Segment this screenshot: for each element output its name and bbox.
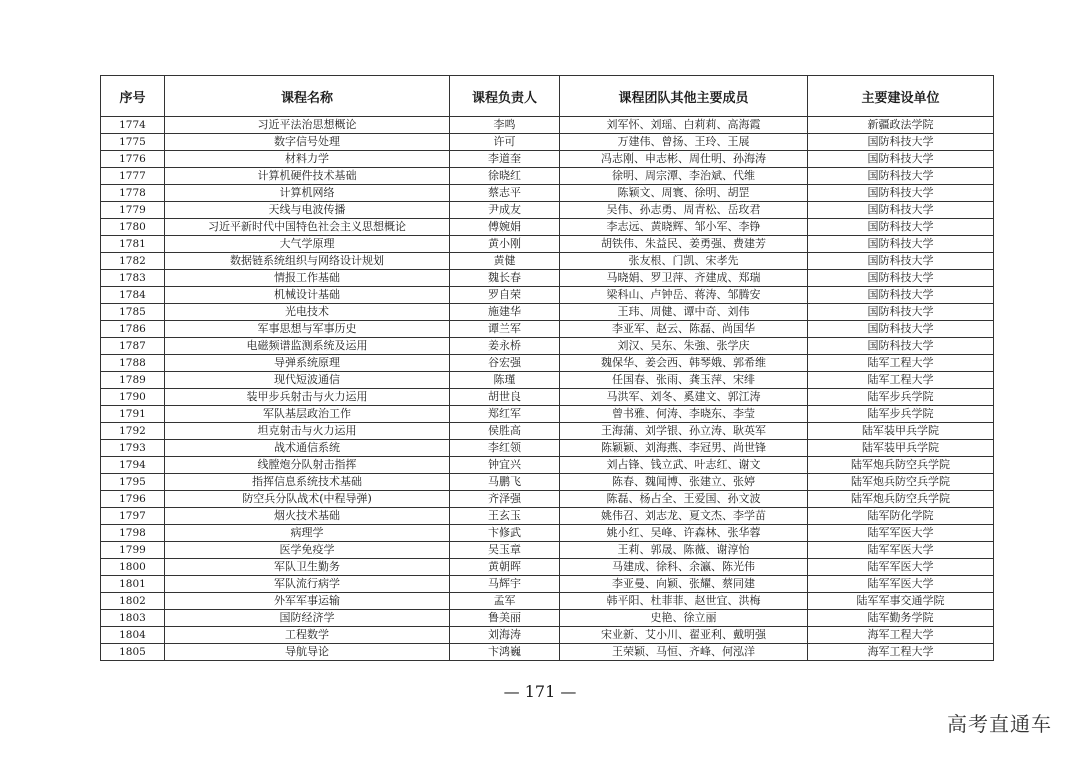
col-header-institution: 主要建设单位: [808, 76, 994, 117]
cell-course-lead: 黄朝晖: [450, 559, 560, 576]
cell-index: 1776: [101, 151, 165, 168]
table-row: [101, 644, 994, 661]
cell-institution: 陆军军事交通学院: [808, 593, 994, 610]
cell-course-lead: 魏长春: [450, 270, 560, 287]
table-row: [101, 576, 994, 593]
cell-index: 1791: [101, 406, 165, 423]
cell-index: 1797: [101, 508, 165, 525]
cell-team-members: 宋业新、艾小川、翟亚利、戴明强: [560, 627, 808, 644]
col-header-course-name: 课程名称: [165, 76, 450, 117]
cell-course-lead: 姜永桥: [450, 338, 560, 355]
cell-institution: 国防科技大学: [808, 168, 994, 185]
cell-index: 1780: [101, 219, 165, 236]
table-row: [101, 355, 994, 372]
cell-team-members: 吴伟、孙志勇、周青松、岳玫君: [560, 202, 808, 219]
cell-course-lead: 孟军: [450, 593, 560, 610]
cell-team-members: 王玮、周健、谭中奇、刘伟: [560, 304, 808, 321]
cell-institution: 国防科技大学: [808, 338, 994, 355]
cell-index: 1782: [101, 253, 165, 270]
cell-course-lead: 马鹏飞: [450, 474, 560, 491]
course-table: [100, 75, 994, 661]
table-row: [101, 253, 994, 270]
cell-institution: 国防科技大学: [808, 304, 994, 321]
cell-institution: 陆军工程大学: [808, 372, 994, 389]
col-header-course-lead: 课程负责人: [450, 76, 560, 117]
cell-course-lead: 李红领: [450, 440, 560, 457]
table-row: [101, 491, 994, 508]
table-header-row: [101, 76, 994, 117]
cell-institution: 陆军工程大学: [808, 355, 994, 372]
cell-institution: 海军工程大学: [808, 644, 994, 661]
table-row: [101, 389, 994, 406]
cell-course-lead: 刘海涛: [450, 627, 560, 644]
cell-institution: 国防科技大学: [808, 151, 994, 168]
cell-index: 1800: [101, 559, 165, 576]
cell-team-members: 韩平阳、杜菲菲、赵世宜、洪梅: [560, 593, 808, 610]
table-row: [101, 406, 994, 423]
cell-team-members: 姚伟召、刘志龙、夏文杰、李学苗: [560, 508, 808, 525]
cell-index: 1774: [101, 117, 165, 134]
cell-index: 1778: [101, 185, 165, 202]
cell-index: 1775: [101, 134, 165, 151]
table-row: [101, 219, 994, 236]
cell-index: 1803: [101, 610, 165, 627]
cell-team-members: 胡铁伟、朱益民、姜勇强、费建芳: [560, 236, 808, 253]
table-row: [101, 236, 994, 253]
cell-institution: 陆军军医大学: [808, 559, 994, 576]
col-header-index: 序号: [101, 76, 165, 117]
cell-course-name: 医学免疫学: [165, 542, 450, 559]
cell-course-name: 情报工作基础: [165, 270, 450, 287]
cell-index: 1788: [101, 355, 165, 372]
cell-team-members: 曾书雅、何涛、李晓东、李莹: [560, 406, 808, 423]
cell-team-members: 刘汉、吴东、朱強、张学庆: [560, 338, 808, 355]
cell-institution: 国防科技大学: [808, 253, 994, 270]
cell-course-name: 材料力学: [165, 151, 450, 168]
cell-institution: 陆军军医大学: [808, 542, 994, 559]
cell-team-members: 王荣颖、马恒、齐峰、何泓洋: [560, 644, 808, 661]
cell-course-lead: 谭兰军: [450, 321, 560, 338]
cell-team-members: 李志远、黄晓辉、邹小军、李铮: [560, 219, 808, 236]
cell-course-lead: 马辉宇: [450, 576, 560, 593]
cell-index: 1777: [101, 168, 165, 185]
cell-course-lead: 李道奎: [450, 151, 560, 168]
cell-institution: 国防科技大学: [808, 270, 994, 287]
cell-institution: 国防科技大学: [808, 134, 994, 151]
cell-team-members: 陈春、魏闻博、张建立、张婷: [560, 474, 808, 491]
cell-team-members: 陈磊、杨占全、王爱国、孙文波: [560, 491, 808, 508]
cell-course-lead: 谷宏强: [450, 355, 560, 372]
cell-institution: 陆军炮兵防空兵学院: [808, 491, 994, 508]
cell-team-members: 陈颖颖、刘海燕、李冠男、尚世锋: [560, 440, 808, 457]
cell-institution: 陆军装甲兵学院: [808, 440, 994, 457]
cell-course-name: 军队卫生勤务: [165, 559, 450, 576]
cell-index: 1804: [101, 627, 165, 644]
cell-course-name: 天线与电波传播: [165, 202, 450, 219]
table-row: [101, 525, 994, 542]
cell-institution: 国防科技大学: [808, 236, 994, 253]
cell-course-name: 机械设计基础: [165, 287, 450, 304]
cell-team-members: 任国春、张雨、龚玉萍、宋绯: [560, 372, 808, 389]
cell-team-members: 李亚军、赵云、陈磊、尚国华: [560, 321, 808, 338]
cell-team-members: 马洪军、刘冬、奚建文、郭江涛: [560, 389, 808, 406]
cell-institution: 陆军军医大学: [808, 576, 994, 593]
cell-course-lead: 王玄玉: [450, 508, 560, 525]
table-row: [101, 117, 994, 134]
cell-institution: 国防科技大学: [808, 202, 994, 219]
table-row: [101, 287, 994, 304]
cell-team-members: 万建伟、曾扬、王玲、王展: [560, 134, 808, 151]
cell-team-members: 徐明、周宗潭、李治斌、代维: [560, 168, 808, 185]
cell-course-lead: 尹成友: [450, 202, 560, 219]
cell-course-lead: 卞鸿巍: [450, 644, 560, 661]
cell-course-lead: 罗自荣: [450, 287, 560, 304]
cell-institution: 陆军军医大学: [808, 525, 994, 542]
table-row: [101, 593, 994, 610]
cell-institution: 陆军炮兵防空兵学院: [808, 457, 994, 474]
cell-index: 1790: [101, 389, 165, 406]
table-row: [101, 202, 994, 219]
cell-course-lead: 黄小刚: [450, 236, 560, 253]
cell-course-name: 光电技术: [165, 304, 450, 321]
cell-institution: 国防科技大学: [808, 185, 994, 202]
cell-team-members: 李亚曼、向颖、张耀、蔡同建: [560, 576, 808, 593]
col-header-team-members: 课程团队其他主要成员: [560, 76, 808, 117]
cell-team-members: 马晓娟、罗卫萍、齐建成、郑瑞: [560, 270, 808, 287]
cell-course-name: 外军军事运输: [165, 593, 450, 610]
cell-course-name: 战术通信系统: [165, 440, 450, 457]
cell-course-lead: 许可: [450, 134, 560, 151]
table-row: [101, 440, 994, 457]
table-row: [101, 474, 994, 491]
table-row: [101, 304, 994, 321]
table-row: [101, 423, 994, 440]
page-number: — 171 —: [503, 682, 577, 701]
cell-course-lead: 施建华: [450, 304, 560, 321]
cell-team-members: 王莉、郭晟、陈薇、谢淳怡: [560, 542, 808, 559]
cell-index: 1802: [101, 593, 165, 610]
cell-team-members: 冯志刚、申志彬、周仕明、孙海涛: [560, 151, 808, 168]
cell-course-name: 装甲步兵射击与火力运用: [165, 389, 450, 406]
cell-course-name: 线膛炮分队射击指挥: [165, 457, 450, 474]
cell-course-name: 习近平新时代中国特色社会主义思想概论: [165, 219, 450, 236]
table-row: [101, 457, 994, 474]
cell-institution: 陆军步兵学院: [808, 389, 994, 406]
cell-team-members: 陈颖文、周寰、徐明、胡罡: [560, 185, 808, 202]
cell-index: 1789: [101, 372, 165, 389]
cell-index: 1784: [101, 287, 165, 304]
cell-course-name: 数据链系统组织与网络设计规划: [165, 253, 450, 270]
cell-index: 1795: [101, 474, 165, 491]
table-row: [101, 508, 994, 525]
cell-institution: 国防科技大学: [808, 287, 994, 304]
cell-institution: 陆军步兵学院: [808, 406, 994, 423]
table-row: [101, 542, 994, 559]
cell-index: 1805: [101, 644, 165, 661]
cell-team-members: 马建成、徐科、余瀛、陈光伟: [560, 559, 808, 576]
cell-team-members: 姚小红、吴峰、许森林、张华蓉: [560, 525, 808, 542]
cell-index: 1794: [101, 457, 165, 474]
cell-institution: 海军工程大学: [808, 627, 994, 644]
cell-index: 1796: [101, 491, 165, 508]
cell-index: 1781: [101, 236, 165, 253]
cell-course-lead: 陈瑾: [450, 372, 560, 389]
cell-index: 1785: [101, 304, 165, 321]
table-row: [101, 321, 994, 338]
cell-index: 1783: [101, 270, 165, 287]
cell-institution: 陆军装甲兵学院: [808, 423, 994, 440]
cell-course-name: 现代短波通信: [165, 372, 450, 389]
cell-team-members: 张友根、门凯、宋孝先: [560, 253, 808, 270]
cell-course-lead: 钟宜兴: [450, 457, 560, 474]
cell-course-name: 工程数学: [165, 627, 450, 644]
cell-course-name: 防空兵分队战术(中程导弹): [165, 491, 450, 508]
cell-course-name: 计算机硬件技术基础: [165, 168, 450, 185]
cell-course-name: 导航导论: [165, 644, 450, 661]
table-row: [101, 372, 994, 389]
cell-team-members: 魏保华、姜会西、韩琴娥、郭希维: [560, 355, 808, 372]
cell-course-lead: 黄健: [450, 253, 560, 270]
cell-course-lead: 李鸣: [450, 117, 560, 134]
table-row: [101, 627, 994, 644]
cell-team-members: 史艳、徐立丽: [560, 610, 808, 627]
cell-course-name: 大气学原理: [165, 236, 450, 253]
cell-institution: 陆军防化学院: [808, 508, 994, 525]
cell-course-lead: 吴玉章: [450, 542, 560, 559]
table-row: [101, 610, 994, 627]
cell-course-lead: 齐泽强: [450, 491, 560, 508]
watermark-text: 高考直通车: [947, 712, 1052, 736]
cell-course-lead: 郑红军: [450, 406, 560, 423]
cell-course-name: 指挥信息系统技术基础: [165, 474, 450, 491]
cell-course-name: 军事思想与军事历史: [165, 321, 450, 338]
cell-institution: 国防科技大学: [808, 219, 994, 236]
cell-course-name: 病理学: [165, 525, 450, 542]
cell-course-lead: 傅婉娟: [450, 219, 560, 236]
table-row: [101, 134, 994, 151]
cell-course-name: 计算机网络: [165, 185, 450, 202]
cell-index: 1787: [101, 338, 165, 355]
cell-course-lead: 蔡志平: [450, 185, 560, 202]
table-row: [101, 559, 994, 576]
cell-team-members: 梁科山、卢钟岳、蒋涛、邹腾安: [560, 287, 808, 304]
cell-course-lead: 胡世良: [450, 389, 560, 406]
table-row: [101, 185, 994, 202]
cell-course-lead: 侯胜高: [450, 423, 560, 440]
table-row: [101, 168, 994, 185]
cell-course-name: 烟火技术基础: [165, 508, 450, 525]
cell-course-name: 习近平法治思想概论: [165, 117, 450, 134]
cell-institution: 陆军勤务学院: [808, 610, 994, 627]
cell-team-members: 刘占锋、钱立武、叶志红、谢文: [560, 457, 808, 474]
cell-institution: 陆军炮兵防空兵学院: [808, 474, 994, 491]
table-row: [101, 338, 994, 355]
cell-index: 1792: [101, 423, 165, 440]
table-row: [101, 151, 994, 168]
cell-course-name: 军队流行病学: [165, 576, 450, 593]
cell-index: 1799: [101, 542, 165, 559]
cell-course-lead: 鲁美丽: [450, 610, 560, 627]
cell-course-name: 导弹系统原理: [165, 355, 450, 372]
cell-index: 1798: [101, 525, 165, 542]
cell-index: 1786: [101, 321, 165, 338]
cell-team-members: 刘军怀、刘瑶、白莉莉、高海霞: [560, 117, 808, 134]
cell-index: 1793: [101, 440, 165, 457]
cell-course-lead: 卞修武: [450, 525, 560, 542]
cell-course-name: 军队基层政治工作: [165, 406, 450, 423]
cell-course-name: 国防经济学: [165, 610, 450, 627]
cell-course-name: 坦克射击与火力运用: [165, 423, 450, 440]
cell-course-name: 电磁频谱监测系统及运用: [165, 338, 450, 355]
cell-institution: 国防科技大学: [808, 321, 994, 338]
cell-index: 1801: [101, 576, 165, 593]
cell-index: 1779: [101, 202, 165, 219]
cell-team-members: 王海蒲、刘学银、孙立涛、耿英军: [560, 423, 808, 440]
cell-course-name: 数字信号处理: [165, 134, 450, 151]
cell-course-lead: 徐晓红: [450, 168, 560, 185]
cell-institution: 新疆政法学院: [808, 117, 994, 134]
table-row: [101, 270, 994, 287]
